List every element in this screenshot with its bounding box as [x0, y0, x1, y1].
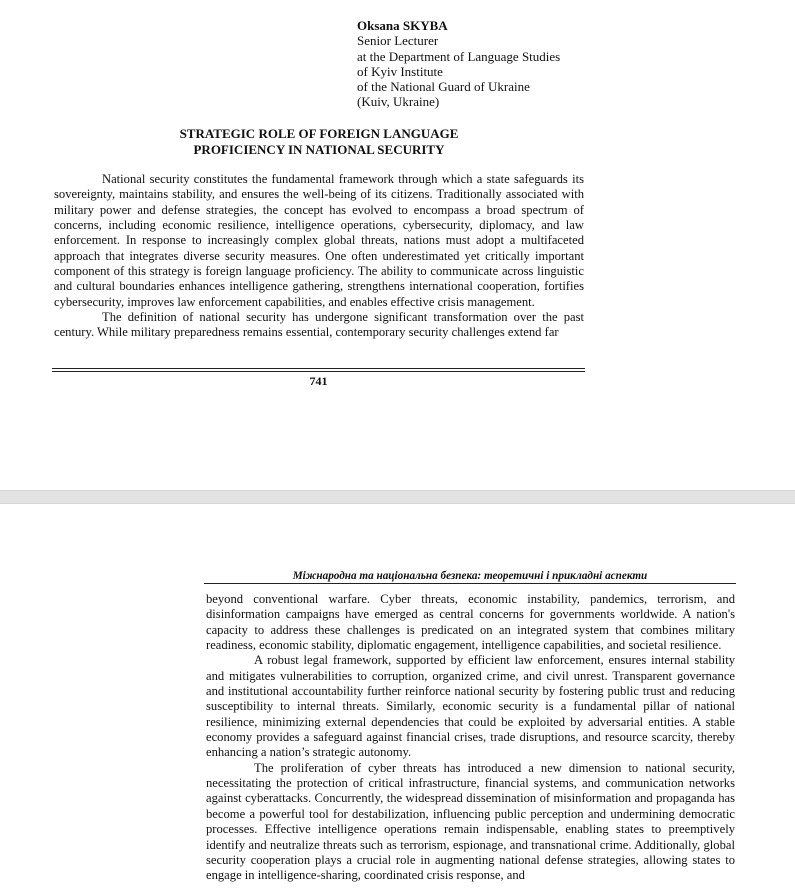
paragraph-continuation: beyond conventional warfare. Cyber threats, economic instability, pandemics, terrorism, and disinformation campaigns have emerged as central concerns for governments worldwide. A nation's capacity to address these challenges is predicated on an integrated system that combines military readiness, economic stability, diplomatic engagement, intelligence capabilities, and societal resilience.	[206, 592, 735, 653]
title-line-1: STRATEGIC ROLE OF FOREIGN LANGUAGE	[179, 126, 459, 141]
page-gap	[0, 490, 795, 504]
document-page-next	[0, 504, 795, 890]
author-position: Senior Lecturer	[357, 33, 439, 49]
page-number: 741	[309, 374, 328, 388]
footer-rule	[52, 368, 585, 369]
author-block	[357, 18, 560, 110]
article-body-page2	[206, 592, 735, 884]
paragraph: The proliferation of cyber threats has introduced a new dimension to national security, necessitating the protection of critical infrastructure, financial systems, and communication networks against cyberattacks. Concurrently, the widespread dissemination of misinformation and propaganda has become a powerful tool for destabilization, influencing public perception and undermining democratic processes. Effective intelligence operations remain indispensable, enabling states to preemptively identify and neutralize threats such as terrorism, espionage, and transnational crime. Additionally, global security cooperation plays a crucial role in augmenting national defense strategies, allowing states to engage in intelligence-sharing, coordinated crisis response, and	[206, 760, 735, 883]
author-institute-cont: of the National Guard of Ukraine	[357, 79, 530, 95]
paragraph: A robust legal framework, supported by efficient law enforcement, ensures internal stability and mitigates vulnerabilities to corruption, organized crime, and civil unrest. Transparent governance and institutional accountability further reinforce national security by fostering public trust and reducing susceptibility to internal threats. Similarly, economic security is a fundamental pillar of national resilience, minimizing external dependencies that could be exploited by adversarial entities. A stable economy provides a safeguard against financial crises, trade disruptions, and resource scarcity, thereby enhancing a nation’s strategic autonomy.	[206, 653, 735, 760]
paragraph: The definition of national security has undergone significant transformation over the past century. While military preparedness remains essential, contemporary security challenges extend far	[54, 310, 584, 340]
footer-rule	[52, 371, 585, 372]
article-body-page1	[54, 172, 584, 341]
paragraph: National security constitutes the fundamental framework through which a state safeguards its sovereignty, maintains stability, and ensures the well-being of its citizens. Traditionally associated with military power and defense strategies, the concept has evolved to encompass a broad spectrum of concerns, including economic resilience, intelligence operations, cybersecurity, diplomacy, and law enforcement. In response to increasingly complex global threats, nations must adopt a multifaceted approach that integrates diverse security measures. One often underestimated yet critically important component of this strategy is foreign language proficiency. The ability to communicate across linguistic and cultural boundaries enhances intelligence gathering, strengthens international cooperation, fortifies cybersecurity, improves law enforcement capabilities, and enables effective crisis management.	[54, 172, 584, 309]
author-institute: of Kyiv Institute	[357, 63, 443, 79]
title-line-2: PROFICIENCY IN NATIONAL SECURITY	[193, 141, 445, 157]
author-department: at the Department of Language Studies	[357, 48, 561, 64]
header-rule	[204, 583, 736, 584]
running-header: Міжнародна та національна безпека: теоретичні і прикладні аспекти	[292, 570, 648, 582]
article-title	[54, 126, 584, 157]
author-name: Oksana SKYBA	[357, 18, 448, 33]
author-location: (Kuiv, Ukraine)	[357, 94, 440, 110]
